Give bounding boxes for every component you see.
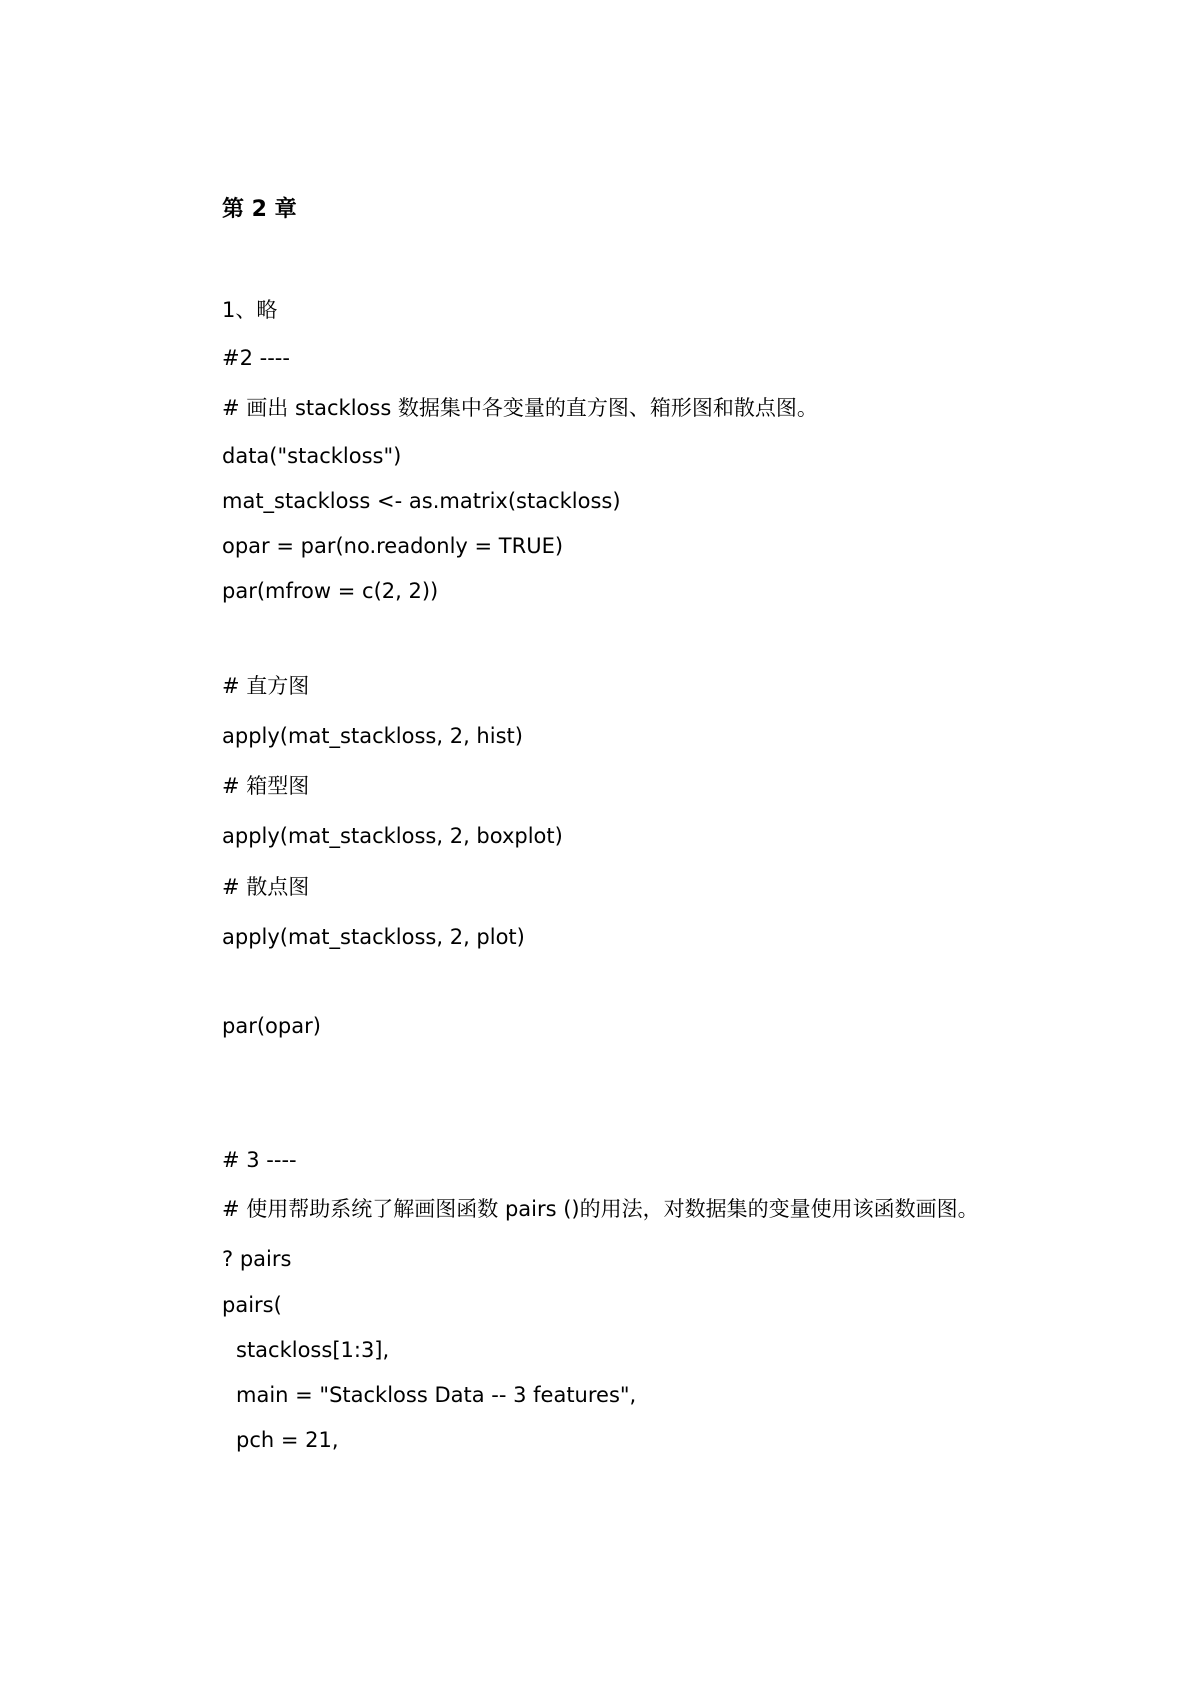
text-line: 1、略: [222, 298, 278, 322]
code-line: apply(mat_stackloss, 2, hist): [222, 724, 523, 748]
code-line: par(mfrow = c(2, 2)): [222, 579, 439, 603]
code-line: # 3 ----: [222, 1148, 297, 1172]
comment-line: # 使用帮助系统了解画图函数 pairs ()的用法，对数据集的变量使用该函数画图。: [222, 1197, 979, 1221]
code-line: opar = par(no.readonly = TRUE): [222, 534, 564, 558]
code-line: apply(mat_stackloss, 2, plot): [222, 925, 525, 949]
code-line: ? pairs: [222, 1247, 292, 1271]
comment-line: # 箱型图: [222, 774, 310, 798]
code-line: data("stackloss"): [222, 444, 402, 468]
code-line: pch = 21,: [236, 1428, 339, 1452]
code-line: par(opar): [222, 1014, 321, 1038]
code-line: #2 ----: [222, 346, 290, 370]
comment-line: # 散点图: [222, 875, 310, 899]
code-line: main = "Stackloss Data -- 3 features",: [236, 1383, 637, 1407]
chapter-heading: 第 2 章: [222, 197, 297, 222]
code-line: mat_stackloss <- as.matrix(stackloss): [222, 489, 621, 513]
code-line: pairs(: [222, 1293, 282, 1317]
code-line: apply(mat_stackloss, 2, boxplot): [222, 824, 563, 848]
comment-line: # 直方图: [222, 674, 310, 698]
code-line: stackloss[1:3],: [236, 1338, 390, 1362]
comment-line: # 画出 stackloss 数据集中各变量的直方图、箱形图和散点图。: [222, 396, 818, 420]
